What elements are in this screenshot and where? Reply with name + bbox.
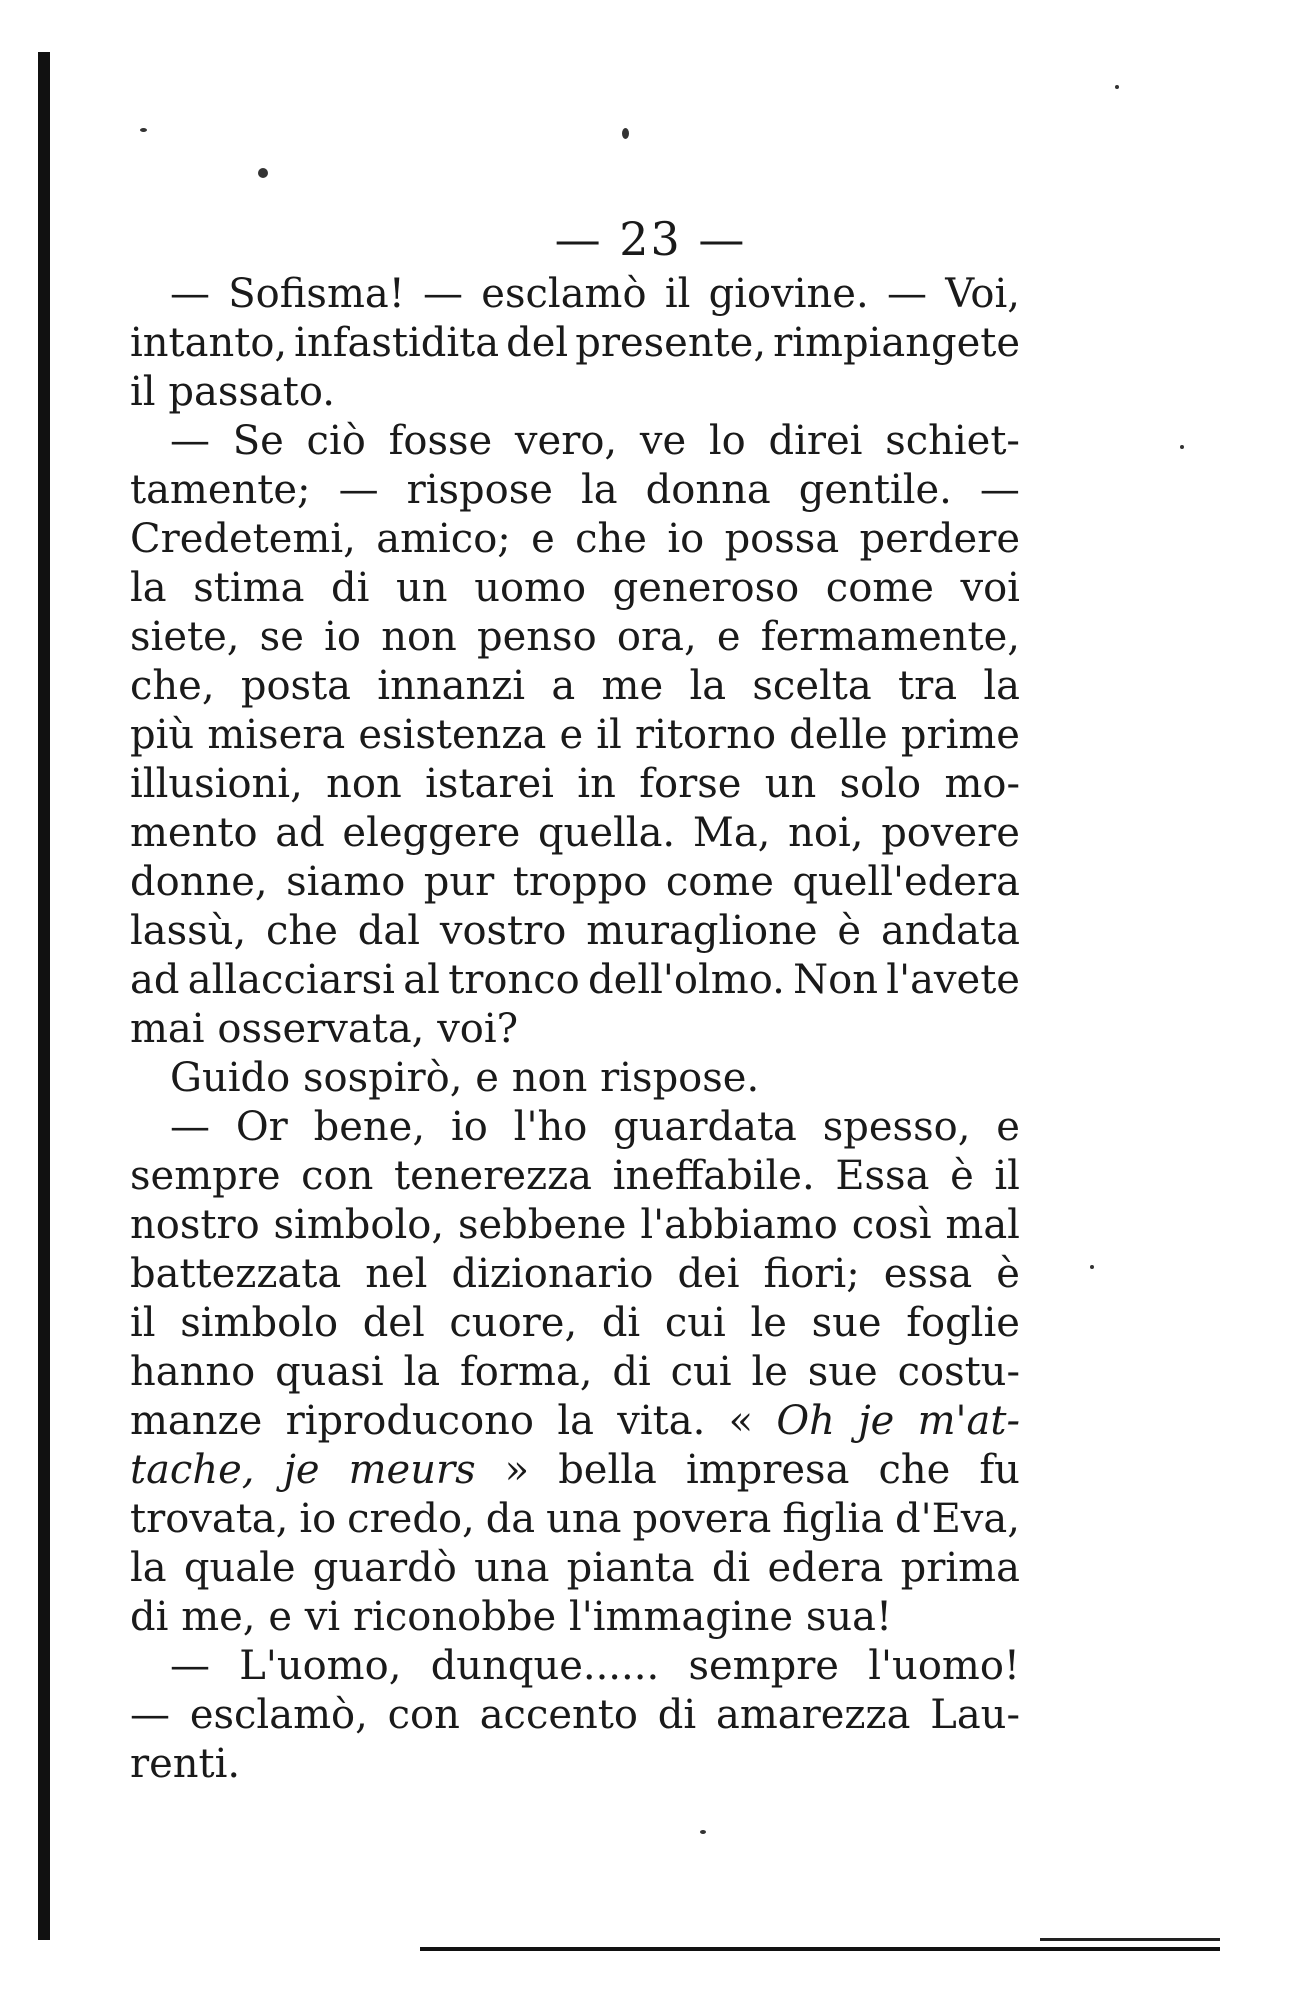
bottom-rule: [420, 1947, 1220, 1951]
text-line: Guido sospirò, e non rispose.: [170, 1055, 760, 1101]
text-line: di me, e vi riconobbe l'immagine sua!: [130, 1594, 893, 1640]
text-line: — Or bene, io l'ho guardata spesso, e: [170, 1104, 1020, 1150]
text-line: hanno quasi la forma, di cui le sue costu-: [130, 1349, 1020, 1395]
text-line: — L'uomo, dunque...... sempre l'uomo!: [170, 1643, 1020, 1689]
text-line: la stima di un uomo generoso come voi: [130, 565, 1020, 611]
text-line: trovata, io credo, da una povera figlia d'Eva,: [130, 1496, 1020, 1542]
ink-speck: [1115, 85, 1119, 89]
text-line: sempre con tenerezza ineffabile. Essa è il: [130, 1153, 1020, 1199]
bottom-rule-short: [1040, 1938, 1220, 1941]
text-line: — esclamò, con accento di amarezza Lau-: [130, 1692, 1020, 1738]
ink-speck: [700, 1830, 706, 1834]
text-line: più misera esistenza e il ritorno delle prime: [130, 712, 1020, 758]
text-line: che, posta innanzi a me la scelta tra la: [130, 663, 1020, 709]
text-line: mai osservata, voi?: [130, 1006, 519, 1052]
text-line: il simbolo del cuore, di cui le sue foglie: [130, 1300, 1020, 1346]
text-line: — Sofisma! — esclamò il giovine. — Voi,: [170, 271, 1020, 317]
text-line: manze riproducono la vita. « Oh je m'at-: [130, 1398, 1020, 1444]
text-line: tamente; — rispose la donna gentile. —: [130, 467, 1020, 513]
page-number: — 23 —: [554, 212, 747, 266]
ink-speck: [140, 128, 147, 132]
text-line: intanto, infastidita del presente, rimpiangete: [130, 320, 1020, 366]
text-line: battezzata nel dizionario dei fiori; essa è: [130, 1251, 1020, 1297]
text-line: Credetemi, amico; e che io possa perdere: [130, 516, 1020, 562]
text-line: il passato.: [130, 369, 335, 415]
text-line: ad allacciarsi al tronco dell'olmo. Non l'avete: [130, 957, 1020, 1003]
text-line: mento ad eleggere quella. Ma, noi, povere: [130, 810, 1020, 856]
text-line: siete, se io non penso ora, e fermamente,: [130, 614, 1020, 660]
ink-speck: [622, 128, 629, 139]
text-line: la quale guardò una pianta di edera prima: [130, 1545, 1020, 1591]
text-line: tache, je meurs » bella impresa che fu: [130, 1447, 1020, 1493]
text-line: lassù, che dal vostro muraglione è andata: [130, 908, 1020, 954]
ink-speck: [1090, 1265, 1094, 1269]
ink-speck: [1180, 445, 1184, 449]
text-line: renti.: [130, 1741, 241, 1787]
text-line: nostro simbolo, sebbene l'abbiamo così mal: [130, 1202, 1020, 1248]
binding-edge: [38, 52, 50, 1940]
body-text: [130, 270, 1020, 1789]
text-line: — Se ciò fosse vero, ve lo direi schiet-: [170, 418, 1020, 464]
text-line: illusioni, non istarei in forse un solo mo-: [130, 761, 1020, 807]
ink-speck: [258, 168, 268, 178]
text-line: donne, siamo pur troppo come quell'edera: [130, 859, 1020, 905]
